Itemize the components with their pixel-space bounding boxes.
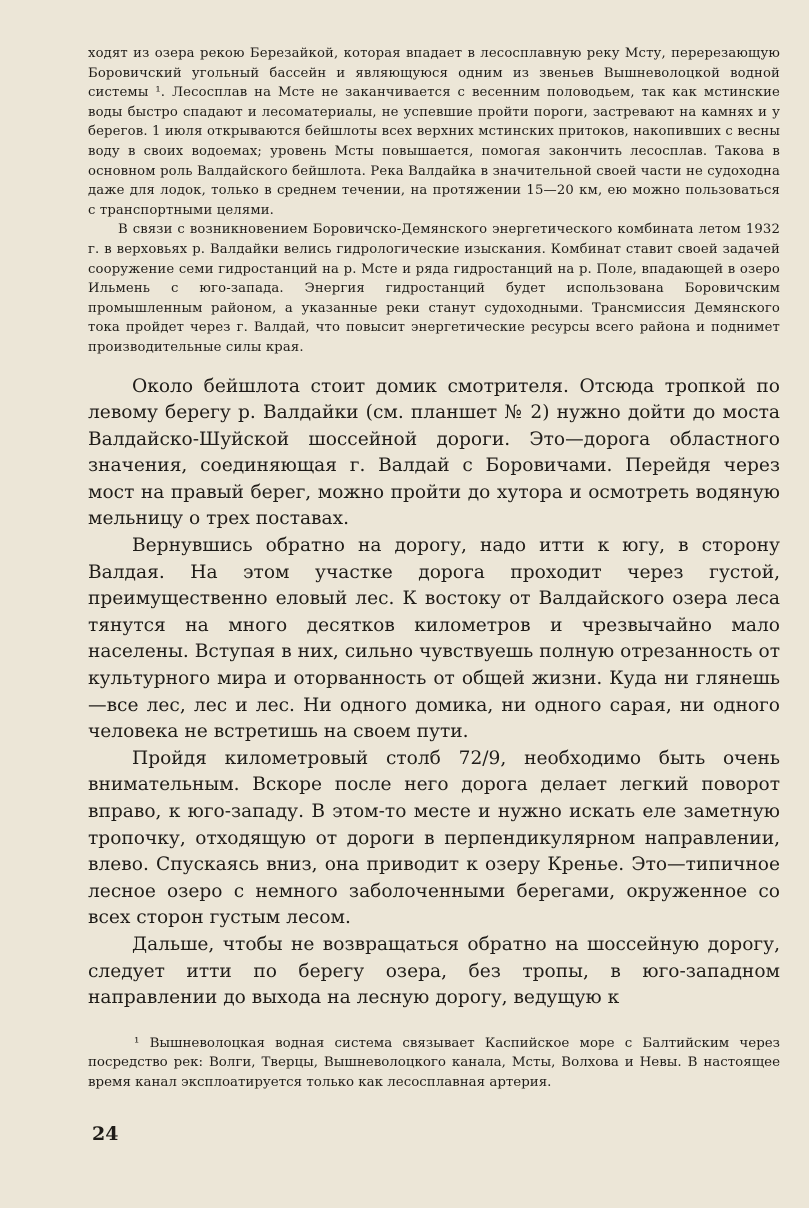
- main-text-block: [88, 374, 780, 1012]
- page-number: 24: [92, 1123, 119, 1145]
- small-text-block: [88, 44, 780, 358]
- paragraph-large-4: Дальше, чтобы не возвращаться обратно на шоссейную дорогу, следует итти по берегу озера, без тропы, в юго-западном направлении до выхода на лесную дорогу, ведущую к: [88, 933, 780, 1009]
- page-body: [88, 44, 780, 1093]
- paragraph-large-3: Пройдя километровый столб 72/9, необходимо быть очень внимательным. Вскоре после него дорога делает легкий поворот вправо, к юго-западу. В этом-то месте и нужно искать еле заметную тропочку, отходящую от дороги в перпендикулярном направлении, влево. Спускаясь вниз, она приводит к озеру Кренье. Это—типичное лесное озеро с немного заболоченными берегами, окруженное со всех сторон густым лесом.: [88, 747, 780, 929]
- paragraph-large-1: Около бейшлота стоит домик смотрителя. Отсюда тропкой по левому берегу р. Валдайки (см. планшет № 2) нужно дойти до моста Валдайско-Шуйской шоссейной дороги. Это—дорога областного значения, соединяющая г. Валдай с Боровичами. Перейдя через мост на правый берег, можно пройти до хутора и осмотреть водяную мельницу о трех поставах.: [88, 375, 780, 530]
- footnote-block: [88, 1034, 780, 1093]
- paragraph-small-2: В связи с возникновением Боровичско-Демянского энергетического комбината летом 1932 г. в верховьях р. Валдайки велись гидрологические изыскания. Комбинат ставит своей задачей сооружение семи гидростанций на р. Мсте и ряда гидростанций на р. Поле, впадающей в озеро Ильмень с юго-запада. Энергия гидростанций будет использована Боровичским промышленным районом, а указанные реки станут судоходными. Трансмиссия Демянского тока пройдет через г. Валдай, что повысит энергетические ресурсы всего района и поднимет производительные силы края.: [88, 222, 780, 355]
- paragraph-large-2: Вернувшись обратно на дорогу, надо итти к югу, в сторону Валдая. На этом участке дорога проходит через густой, преимущественно еловый лес. К востоку от Валдайского озера леса тянутся на много десятков километров и чрезвычайно мало населены. Вступая в них, сильно чувствуешь полную отрезанность от культурного мира и оторванность от общей жизни. Куда ни глянешь—все лес, лес и лес. Ни одного домика, ни одного сарая, ни одного человека не встретишь на своем пути.: [88, 535, 780, 743]
- paragraph-small-1: ходят из озера рекою Березайкой, которая впадает в лесосплавную реку Мсту, перерезающую Боровичский угольный бассейн и являющуюся одним из звеньев Вышневолоцкой водной системы ¹. Лесосплав на Мсте не заканчивается с весенним половодьем, так как мстинские воды быстро спадают и лесоматериалы, не успевшие пройти пороги, застревают на камнях и у берегов. 1 июля открываются бейшлоты всех верхних мстинских притоков, накопивших с весны воду в своих водоемах; уровень Мсты повышается, помогая закончить лесосплав. Такова в основном роль Валдайского бейшлота. Река Валдайка в значительной своей части не судоходна даже для лодок, только в среднем течении, на протяжении 15—20 км, ею можно пользоваться с транспортными целями.: [88, 46, 780, 218]
- footnote-text: ¹ Вышневолоцкая водная система связывает Каспийское море с Балтийским через посредство рек: Волги, Тверцы, Вышневолоцкого канала, Мсты, Волхова и Невы. В настоящее время канал эксплоатируется только как лесосплавная артерия.: [88, 1035, 780, 1090]
